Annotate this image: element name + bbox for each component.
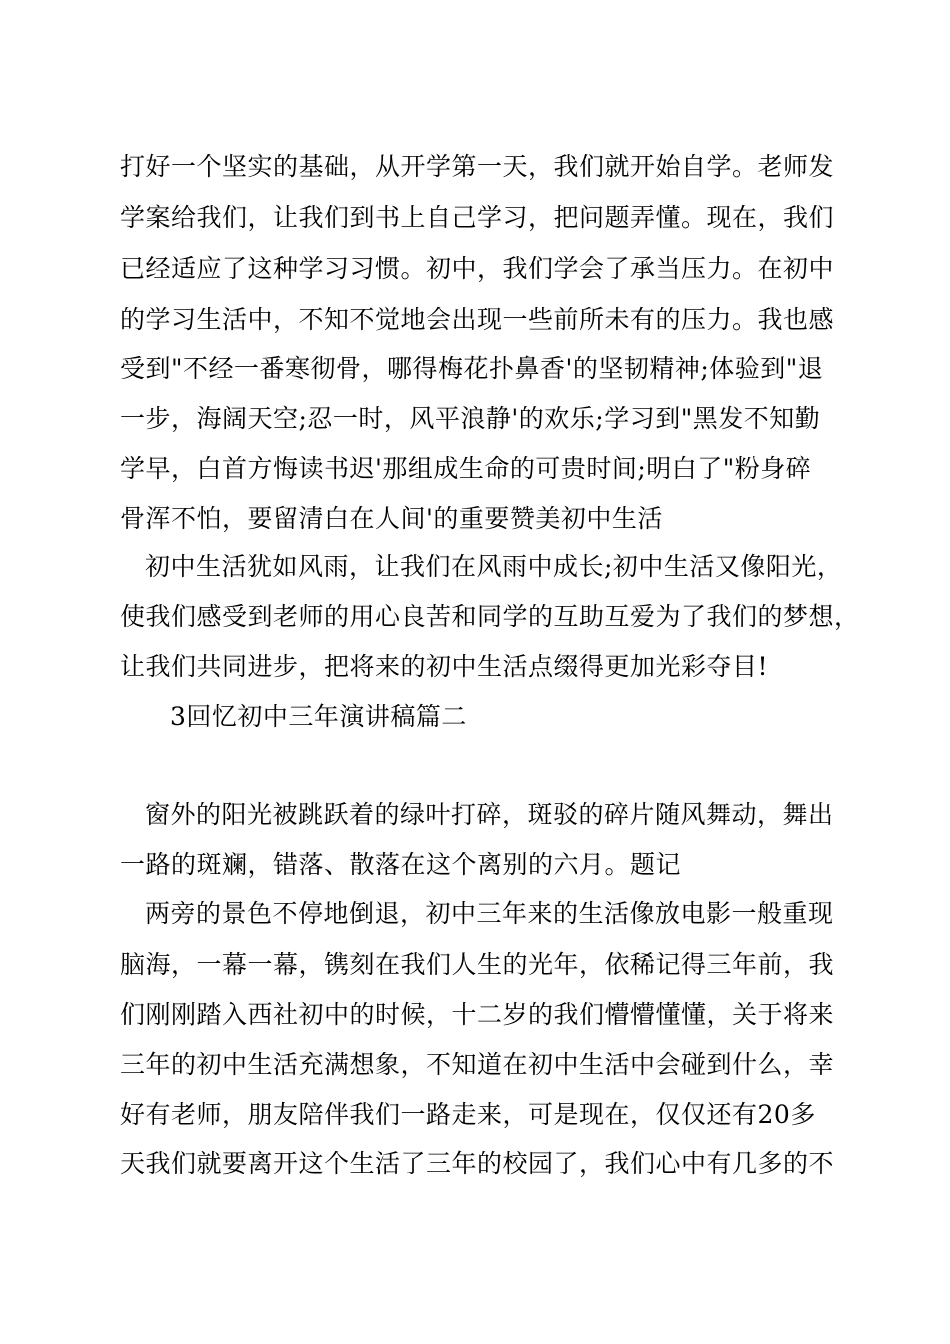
- paragraph-line: 初中生活犹如风雨，让我们在风雨中成长;初中生活又像阳光，: [145, 552, 843, 581]
- text-line: 使我们感受到老师的用心良苦和同学的互助互爱为了我们的梦想，: [120, 602, 860, 631]
- text-line: 的学习生活中，不知不觉地会出现一些前所未有的压力。我也感: [120, 305, 835, 334]
- text-line: 好有老师，朋友陪伴我们一路走来，可是现在，仅仅还有20多: [120, 1100, 816, 1129]
- text-line: 打好一个坚实的基础，从开学第一天，我们就开始自学。老师发: [120, 152, 835, 181]
- text-line: 们刚刚踏入西社初中的时候，十二岁的我们懵懵懂懂，关于将来: [120, 1000, 835, 1029]
- text-line: 已经适应了这种学习习惯。初中，我们学会了承当压力。在初中: [120, 254, 835, 283]
- text-line: 一路的斑斓，错落、散落在这个离别的六月。题记: [120, 850, 682, 879]
- text-line: 受到"不经一番寒彻骨，哪得梅花扑鼻香'的坚韧精神;体验到"退: [120, 354, 824, 383]
- text-line: 脑海，一幕一幕，镌刻在我们人生的光年，依稀记得三年前，我: [120, 950, 835, 979]
- paragraph-line: 两旁的景色不停地倒退，初中三年来的生活像放电影一般重现: [145, 899, 834, 928]
- text-line: 天我们就要离开这个生活了三年的校园了，我们心中有几多的不: [120, 1149, 835, 1178]
- text-line: 学案给我们，让我们到书上自己学习，把问题弄懂。现在，我们: [120, 203, 835, 232]
- text-line: 学早，白首方悔读书迟'那组成生命的可贵时间;明白了"粉身碎: [120, 454, 812, 483]
- section-heading: 3回忆初中三年演讲稿篇二: [170, 702, 467, 731]
- paragraph-line: 窗外的阳光被跳跃着的绿叶打碎，斑驳的碎片随风舞动，舞出: [145, 800, 834, 829]
- text-line: 骨浑不怕，要留清白在人间'的重要赞美初中生活: [120, 504, 663, 533]
- text-line: 三年的初中生活充满想象，不知道在初中生活中会碰到什么，幸: [120, 1050, 835, 1079]
- text-line: 让我们共同进步，把将来的初中生活点缀得更加光彩夺目!: [120, 652, 769, 681]
- text-line: 一步，海阔天空;忍一时，风平浪静'的欢乐;学习到"黑发不知勤: [120, 404, 821, 433]
